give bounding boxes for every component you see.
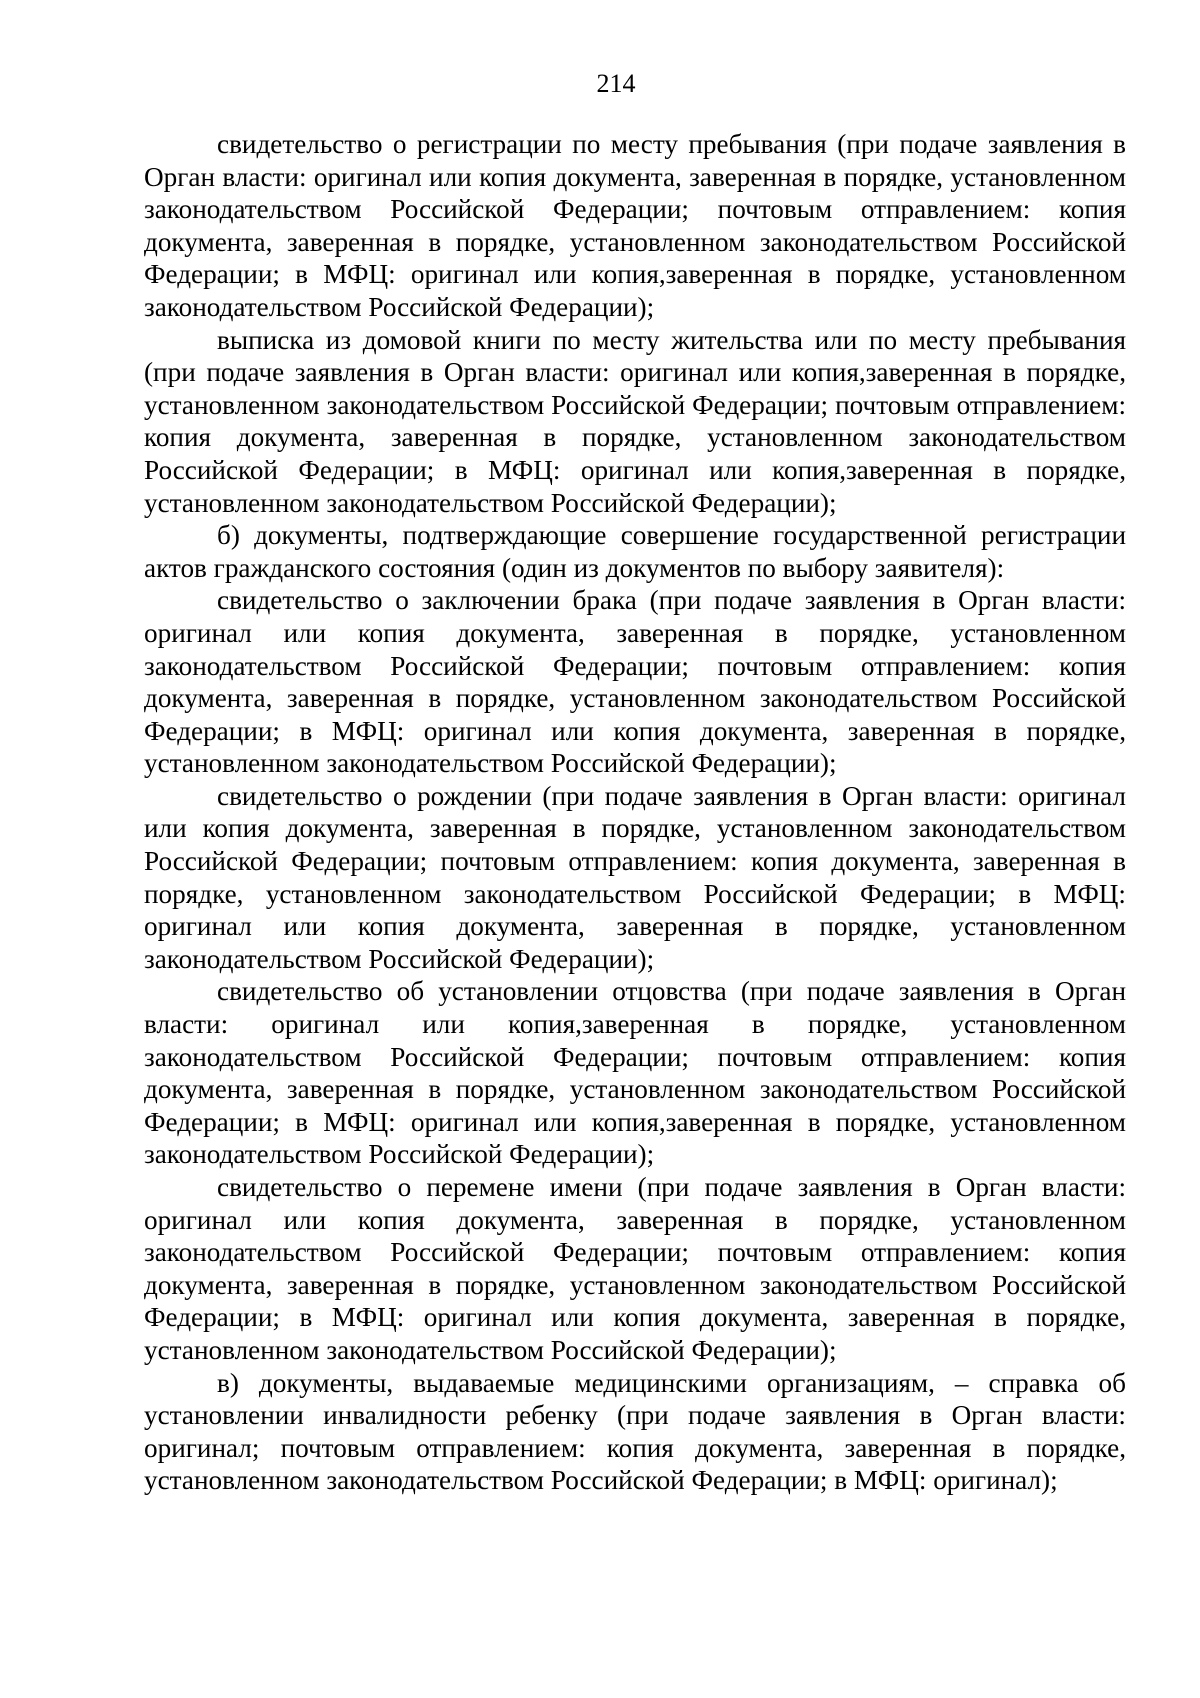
paragraph-marriage-certificate: свидетельство о заключении брака (при подаче заявления в Орган власти: оригинал или копия документа, заверенная в порядке, установленном законодательством Российской Федерации; почтовым отправлением: копия документа, заверенная в порядке, установленном законодательством Российской Федерации; в МФЦ: оригинал или копия документа, заверенная в порядке, установленном законодательством Российской Федерации);	[144, 585, 1126, 779]
paragraph-medical-documents: в) документы, выдаваемые медицинскими организациям, – справка об установлении инвалидности ребенку (при подаче заявления в Орган власти: оригинал; почтовым отправлением: копия документа, заверенная в порядке, установленном законодательством Российской Федерации; в МФЦ: оригинал);	[144, 1367, 1126, 1496]
paragraph-paternity-certificate: свидетельство об установлении отцовства (при подаче заявления в Орган власти: оригинал или копия,заверенная в порядке, установленном законодательством Российской Федерации; почтовым отправлением: копия документа, заверенная в порядке, установленном законодательством Российской Федерации; в МФЦ: оригинал или копия,заверенная в порядке, установленном законодательством Российской Федерации);	[144, 976, 1126, 1170]
paragraph-name-change-certificate: свидетельство о перемене имени (при подаче заявления в Орган власти: оригинал или копия документа, заверенная в порядке, установленном законодательством Российской Федерации; почтовым отправлением: копия документа, заверенная в порядке, установленном законодательством Российской Федерации; в МФЦ: оригинал или копия документа, заверенная в порядке, установленном законодательством Российской Федерации);	[144, 1172, 1126, 1365]
paragraph-birth-certificate: свидетельство о рождении (при подаче заявления в Орган власти: оригинал или копия документа, заверенная в порядке, установленном законодательством Российской Федерации; почтовым отправлением: копия документа, заверенная в порядке, установленном законодательством Российской Федерации; в МФЦ: оригинал или копия документа, заверенная в порядке, установленном законодательством Российской Федерации);	[144, 780, 1126, 974]
paragraph-registration-certificate: свидетельство о регистрации по месту пребывания (при подаче заявления в Орган власти: оригинал или копия документа, заверенная в порядке, установленном законодательством Российской Федерации; почтовым отправлением: копия документа, заверенная в порядке, установленном законодательством Российской Федерации; в МФЦ: оригинал или копия,заверенная в порядке, установленном законодательством Российской Федерации);	[144, 129, 1126, 322]
page-number: 214	[596, 69, 636, 98]
paragraph-house-book-extract: выписка из домовой книги по месту жительства или по месту пребывания (при подаче заявления в Орган власти: оригинал или копия,заверенная в порядке, установленном законодательством Российской Федерации; почтовым отправлением: копия документа, заверенная в порядке, установленном законодательством Российской Федерации; в МФЦ: оригинал или копия,заверенная в порядке, установленном законодательством Российской Федерации);	[144, 324, 1126, 518]
paragraph-civil-status-documents: б) документы, подтверждающие совершение государственной регистрации актов гражданского состояния (один из документов по выбору заявителя):	[144, 520, 1126, 583]
document-body	[144, 128, 1126, 1497]
